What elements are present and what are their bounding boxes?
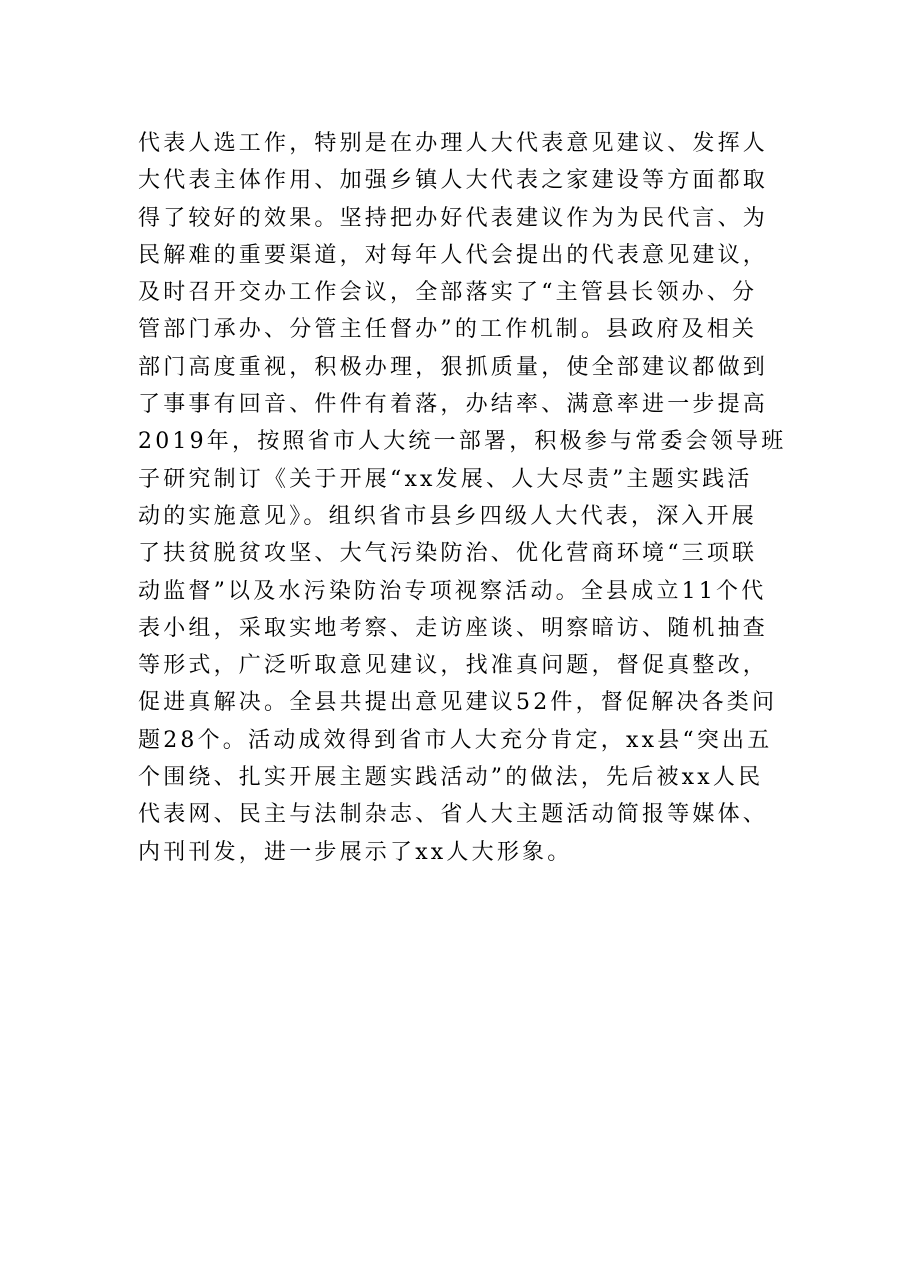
- text-line: 管部门承办、分管主任督办”的工作机制。县政府及相关: [138, 317, 758, 343]
- text-line: 2019年，按照省市人大统一部署，积极参与常委会领导班: [138, 429, 787, 455]
- text-line: 促进真解决。全县共提出意见建议52件，督促解决各类问: [138, 690, 778, 716]
- text-line: 部门高度重视，积极办理，狠抓质量，使全部建议都做到: [138, 354, 769, 380]
- text-line: 代表网、民主与法制杂志、省人大主题活动简报等媒体、: [138, 802, 769, 828]
- text-line: 及时召开交办工作会议，全部落实了“主管县长领办、分: [138, 280, 758, 306]
- text-line: 个围绕、扎实开展主题实践活动”的做法，先后被xx人民: [138, 765, 764, 791]
- text-line: 表小组，采取实地考察、走访座谈、明察暗访、随机抽查: [138, 615, 769, 641]
- text-line: 子研究制订《关于开展“xx发展、人大尽责”主题实践活: [138, 466, 753, 492]
- text-line: 动的实施意见》。组织省市县乡四级人大代表，深入开展: [138, 503, 758, 529]
- text-line: 得了较好的效果。坚持把办好代表建议作为为民代言、为: [138, 205, 769, 231]
- text-line: 了扶贫脱贫攻坚、大气污染防治、优化营商环境“三项联: [138, 541, 758, 567]
- text-line: 题28个。活动成效得到省市人大充分肯定，xx县“突出五: [138, 727, 773, 753]
- text-line: 内刊刊发，进一步展示了xx人大形象。: [138, 839, 573, 865]
- text-line: 了事事有回音、件件有着落，办结率、满意率进一步提高: [138, 392, 769, 418]
- text-line: 动监督”以及水污染防治专项视察活动。全县成立11个代: [138, 578, 767, 604]
- text-line: 代表人选工作，特别是在办理人大代表意见建议、发挥人: [138, 131, 769, 156]
- body-paragraph: [138, 125, 787, 871]
- text-line: 等形式，广泛听取意见建议，找准真问题，督促真整改，: [138, 653, 769, 679]
- text-line: 大代表主体作用、加强乡镇人大代表之家建设等方面都取: [138, 168, 769, 194]
- text-line: 民解难的重要渠道，对每年人代会提出的代表意见建议，: [138, 242, 769, 268]
